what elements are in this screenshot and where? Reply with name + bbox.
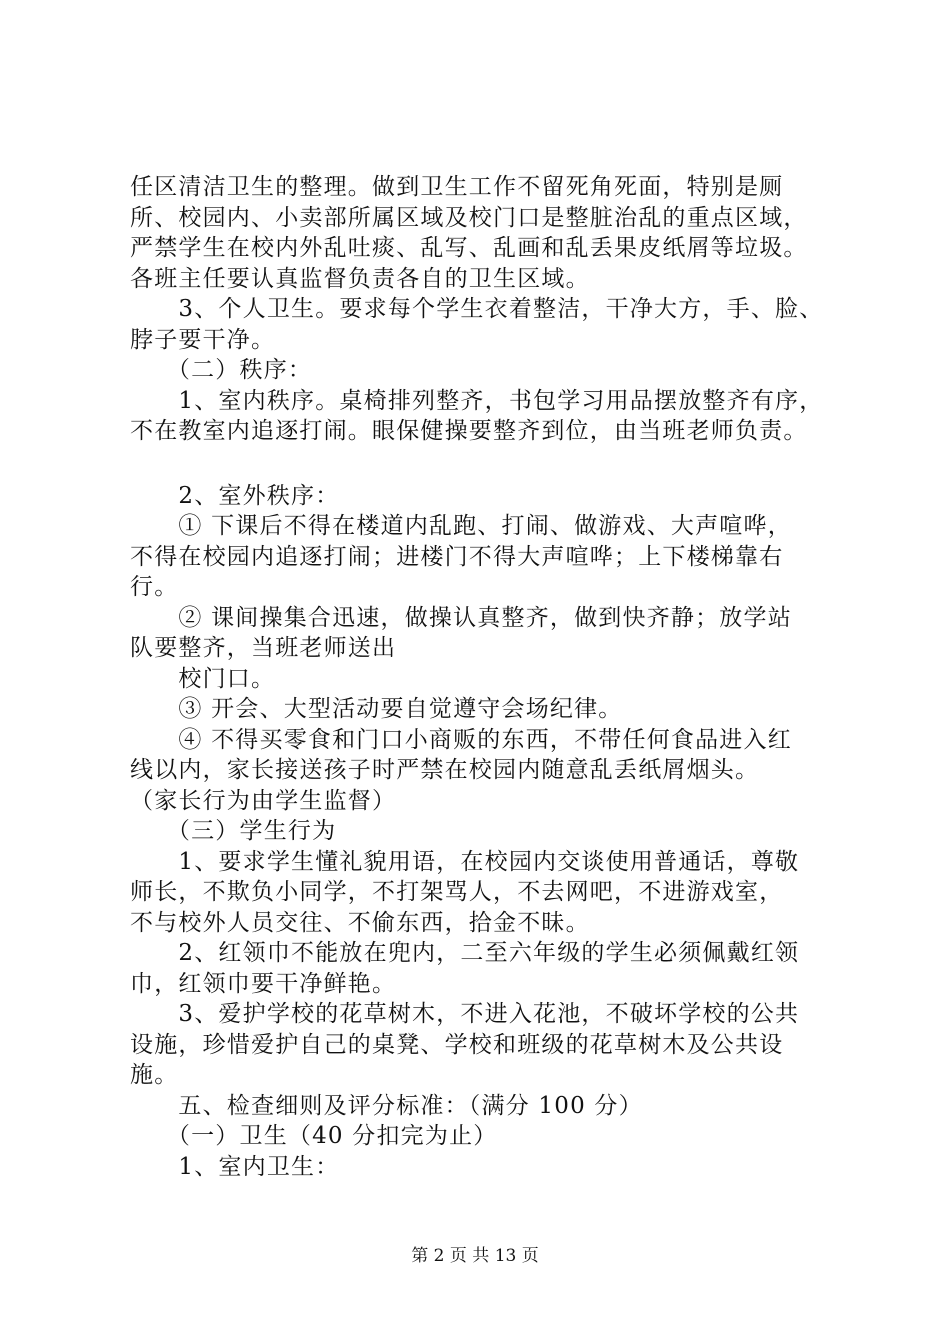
text-line: （二）秩序： (130, 357, 313, 383)
text-line: 严禁学生在校内外乱吐痰、乱写、乱画和乱丢果皮纸屑等垃圾。 (130, 235, 808, 261)
text-line: ② 课间操集合迅速，做操认真整齐，做到快齐静；放学站 (130, 604, 792, 631)
text-line: 施。 (130, 1062, 179, 1088)
text-line: 五、检查细则及评分标准：（满分 100 分） (130, 1092, 643, 1119)
text-line: 3、爱护学校的花草树木，不进入花池，不破坏学校的公共 (130, 1001, 800, 1027)
text-line: 队要整齐，当班老师送出 (130, 635, 397, 661)
text-line: （一）卫生（40 分扣完为止） (130, 1123, 498, 1149)
text-line: 3、个人卫生。要求每个学生衣着整洁，干净大方，手、脸、 (130, 296, 824, 322)
text-line: 巾，红领巾要干净鲜艳。 (130, 970, 397, 997)
text-line: 2、室外秩序： (130, 482, 340, 509)
text-line: 师长，不欺负小同学，不打架骂人，不去网吧，不进游戏室， (130, 879, 784, 905)
document-body (130, 172, 850, 1182)
text-line: （三）学生行为 (130, 818, 337, 844)
text-line: 设施，珍惜爱护自己的桌凳、学校和班级的花草树木及公共设 (130, 1031, 784, 1058)
text-line: 2、红领巾不能放在兜内，二至六年级的学生必须佩戴红领 (130, 940, 800, 966)
text-line: 不在教室内追逐打闹。眼保健操要整齐到位，由当班老师负责。 (130, 418, 808, 444)
page-footer: 第 2 页 共 13 页 (411, 1246, 539, 1266)
text-line: 1、要求学生懂礼貌用语，在校园内交谈使用普通话，尊敬 (130, 848, 800, 875)
text-line: 行。 (130, 574, 179, 600)
blank-line (130, 447, 850, 481)
text-line: 不与校外人员交往、不偷东西，拾金不昧。 (130, 909, 590, 936)
text-line: ③ 开会、大型活动要自觉遵守会场纪律。 (130, 696, 623, 722)
text-line: 脖子要干净。 (130, 326, 276, 353)
text-line: 各班主任要认真监督负责各自的卫生区域。 (130, 265, 590, 292)
text-line: 所、校园内、小卖部所属区域及校门口是整脏治乱的重点区域， (130, 204, 808, 231)
text-line: 1、室内秩序。桌椅排列整齐，书包学习用品摆放整齐有序， (130, 387, 824, 414)
text-line: 线以内，家长接送孩子时严禁在校园内随意乱丢纸屑烟头。 (130, 757, 760, 783)
text-line: 校门口。 (130, 665, 276, 692)
text-line: 任区清洁卫生的整理。做到卫生工作不留死角死面，特别是厕 (130, 174, 784, 200)
text-line: 1、室内卫生： (130, 1153, 340, 1180)
text-line: 不得在校园内追逐打闹；进楼门不得大声喧哗；上下楼梯靠右 (130, 543, 784, 570)
text-line: （家长行为由学生监督） (130, 787, 397, 814)
text-line: ④ 不得买零食和门口小商贩的东西，不带任何食品进入红 (130, 726, 792, 753)
text-line: ① 下课后不得在楼道内乱跑、打闹、做游戏、大声喧哗， (130, 513, 792, 539)
